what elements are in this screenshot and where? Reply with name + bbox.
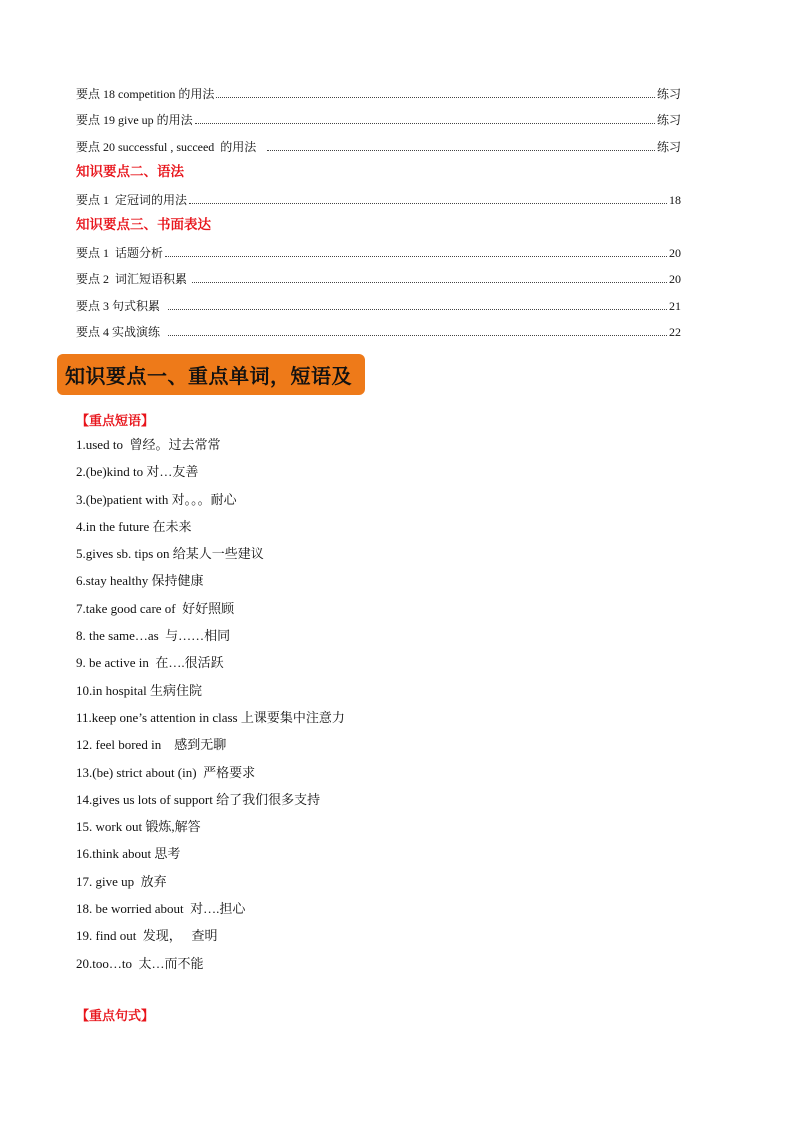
- toc-leader-dots: [168, 334, 667, 336]
- phrase-item: 19. find out 发现， 查明: [76, 928, 218, 944]
- toc-entry[interactable]: [76, 127, 681, 154]
- phrase-item: 18. be worried about 对….担心: [76, 901, 246, 917]
- toc-entry-label: 要点 20 successful , succeed 的用法: [76, 139, 266, 154]
- toc-entry-label: 要点 1 话题分析: [76, 245, 164, 260]
- phrase-item: 20.too…to 太…而不能: [76, 955, 204, 971]
- toc-entry[interactable]: [76, 286, 681, 313]
- phrase-item: 3.(be)patient with 对。。。耐心: [76, 491, 237, 507]
- phrase-list: [76, 436, 345, 982]
- toc-heading: 知识要点三、书面表达: [76, 217, 211, 233]
- toc-leader-dots: [195, 122, 655, 124]
- toc-entry-label: 要点 4 实战演练: [76, 325, 167, 339]
- toc-entry-label: 要点 2 词汇短语积累: [76, 272, 191, 286]
- toc-leader-dots: [168, 308, 667, 310]
- toc-entry[interactable]: [76, 233, 681, 260]
- toc-leader-dots: [216, 96, 655, 98]
- phrase-item: 13.(be) strict about (in) 严格要求: [76, 764, 256, 780]
- toc-leader-dots: [165, 255, 667, 257]
- phrase-item: 10.in hospital 生病住院: [76, 682, 203, 698]
- phrase-item: 16.think about 思考: [76, 846, 181, 862]
- section-banner: [57, 354, 365, 395]
- toc-entry-page: 18: [669, 192, 681, 207]
- phrase-item: 15. work out 锻炼,解答: [76, 819, 201, 835]
- toc-heading: 知识要点二、语法: [76, 164, 184, 180]
- toc-entry-page: 练习: [656, 86, 681, 101]
- phrase-item: 9. be active in 在….很活跃: [76, 655, 224, 671]
- phrase-item: 11.keep one’s attention in class 上课要集中注意力: [76, 709, 345, 725]
- toc-entry-label: 要点 19 give up 的用法: [76, 113, 193, 127]
- toc-entry-page: 练习: [656, 113, 681, 127]
- phrase-item: 2.(be)kind to 对…友善: [76, 464, 199, 480]
- toc-entry-page: 21: [669, 298, 681, 313]
- toc-entry-page: 20: [669, 245, 681, 260]
- phrase-item: 4.in the future 在未来: [76, 518, 192, 534]
- toc-entry-page: 22: [669, 325, 681, 339]
- banner-title: 知识要点一、重点单词，短语及: [65, 364, 352, 388]
- phrase-item: 7.take good care of 好好照顾: [76, 600, 235, 616]
- toc-entry[interactable]: [76, 260, 681, 287]
- toc-entry[interactable]: [76, 74, 681, 101]
- phrase-item: 6.stay healthy 保持健康: [76, 573, 204, 589]
- toc-entry[interactable]: [76, 101, 681, 128]
- key-sentences-title: 【重点句式】: [76, 1009, 155, 1024]
- phrase-item: 14.gives us lots of support 给了我们很多支持: [76, 791, 321, 807]
- toc-entry-label: 要点 1 定冠词的用法: [76, 192, 188, 207]
- toc-entry-label: 要点 3 句式积累: [76, 298, 167, 313]
- phrase-item: 5.gives sb. tips on 给某人一些建议: [76, 546, 264, 562]
- toc-entry-page: 练习: [656, 139, 681, 154]
- toc-leader-dots: [267, 149, 655, 151]
- table-of-contents: [76, 74, 681, 339]
- toc-leader-dots: [189, 202, 667, 204]
- phrase-item: 8. the same…as 与……相同: [76, 628, 231, 644]
- phrase-item: 12. feel bored in 感到无聊: [76, 737, 227, 753]
- phrase-item: 17. give up 放弃: [76, 873, 167, 889]
- toc-entry-label: 要点 18 competition 的用法: [76, 86, 215, 101]
- phrase-item: 1.used to 曾经。过去常常: [76, 437, 221, 452]
- toc-entry-page: 20: [669, 272, 681, 286]
- toc-entry[interactable]: [76, 180, 681, 207]
- key-phrases-title: 【重点短语】: [76, 414, 155, 429]
- toc-leader-dots: [192, 281, 667, 283]
- toc-entry[interactable]: [76, 313, 681, 340]
